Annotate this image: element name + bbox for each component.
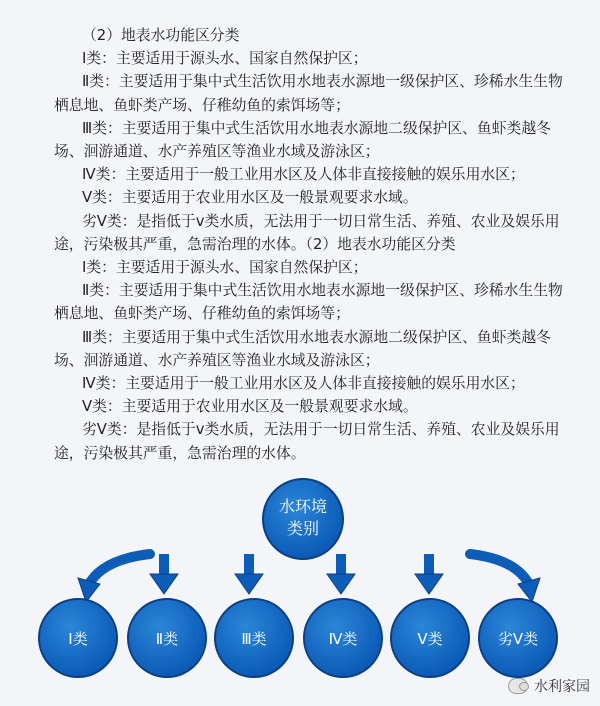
category-label: Ⅱ类 xyxy=(155,629,179,648)
category-label: 劣Ⅴ类 xyxy=(497,629,539,648)
paragraph-class-2: Ⅱ类：主要适用于集中式生活饮用水地表水源地一级保护区、珍稀水生生物栖息地、鱼虾类产场、仔稚幼鱼的索饵场等； xyxy=(54,73,563,114)
paragraph-class-3: Ⅲ类：主要适用于集中式生活饮用水地表水源地二级保护区、鱼虾类越冬场、洄游通道、水产养殖区等渔业水域及游泳区； xyxy=(54,119,551,161)
paragraph-class-inferior-5-repeat: 劣Ⅴ类：是指低于v类水质，无法用于一切日常生活、养殖、农业及娱乐用途，污染极其严重，急需治理的水体。 xyxy=(54,421,560,462)
article-text xyxy=(54,24,574,465)
arrow-left-curve-icon xyxy=(78,554,150,602)
paragraph-class-2-repeat: Ⅱ类：主要适用于集中式生活饮用水地表水源地一级保护区、珍稀水生生物栖息地、鱼虾类产场、仔稚幼鱼的索饵场等； xyxy=(54,282,563,323)
category-label: Ⅲ类 xyxy=(241,629,267,648)
category-label: Ⅳ类 xyxy=(328,629,358,648)
category-circle-3 xyxy=(214,598,294,678)
category-label: Ⅰ类 xyxy=(68,629,88,648)
category-circle-4 xyxy=(303,598,383,678)
watermark xyxy=(508,676,590,696)
watermark-text: 水利家园 xyxy=(534,679,590,695)
category-circle-5 xyxy=(390,598,470,678)
paragraph-class-4: Ⅳ类：主要适用于一般工业用水区及人体非直接接触的娱乐用水区； xyxy=(82,166,525,184)
paragraph-class-5: Ⅴ类：主要适用于农业用水区及一般景观要求水域。 xyxy=(82,189,418,207)
category-circle-inferior-5 xyxy=(478,598,558,678)
section-heading: （2）地表水功能区分类 xyxy=(82,27,240,44)
arrow-down-icon xyxy=(235,554,263,594)
water-category-diagram xyxy=(0,470,600,706)
arrow-down-icon xyxy=(327,554,355,594)
category-circle-1 xyxy=(38,598,118,678)
center-label-line2: 类别 xyxy=(286,519,319,538)
arrow-down-icon xyxy=(150,554,178,594)
arrow-down-icon xyxy=(415,554,443,594)
paragraph-class-3-repeat: Ⅲ类：主要适用于集中式生活饮用水地表水源地二级保护区、鱼虾类越冬场、洄游通道、水产养殖区等渔业水域及游泳区； xyxy=(54,328,551,369)
category-circle-2 xyxy=(127,598,207,678)
paragraph-class-5-repeat: Ⅴ类：主要适用于农业用水区及一般景观要求水域。 xyxy=(82,398,418,416)
wechat-icon xyxy=(508,678,528,694)
paragraph-class-1: Ⅰ类：主要适用于源头水、国家自然保护区； xyxy=(82,50,368,68)
center-label-line1: 水环境 xyxy=(278,497,327,516)
category-label: Ⅴ类 xyxy=(417,629,443,648)
paragraph-class-1-repeat: Ⅰ类：主要适用于源头水、国家自然保护区； xyxy=(82,259,368,277)
paragraph-class-4-repeat: Ⅳ类：主要适用于一般工业用水区及人体非直接接触的娱乐用水区； xyxy=(82,375,525,393)
paragraph-class-inferior-5: 劣Ⅴ类：是指低于v类水质，无法用于一切日常生活、养殖、农业及娱乐用途，污染极其严重，急需治理的水体。（2）地表水功能区分类 xyxy=(54,212,560,253)
arrow-right-curve-icon xyxy=(470,554,540,602)
